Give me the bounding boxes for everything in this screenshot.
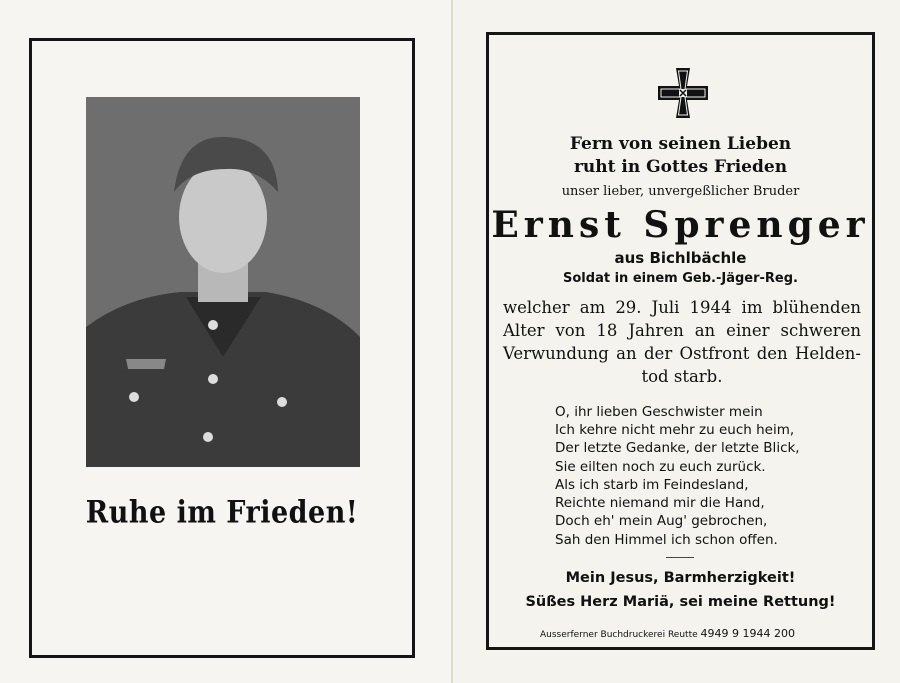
poem-line-1: O, ihr lieben Geschwister mein <box>555 404 763 420</box>
poem-line-7: Doch eh' mein Aug' gebrochen, <box>555 513 768 529</box>
body-line-4: tod starb. <box>641 367 723 386</box>
body-line-3: Verwundung an der Ostfront den Helden- <box>503 344 861 363</box>
iron-cross-icon <box>656 66 710 120</box>
prayer-line-2: Süßes Herz Mariä, sei meine Rettung! <box>525 594 836 610</box>
poem-line-6: Reichte niemand mir die Hand, <box>555 495 765 511</box>
deceased-name: Ernst Sprenger <box>491 204 870 246</box>
body-line-2: Alter von 18 Jahren an einer schweren <box>503 321 861 340</box>
intro-line-1: Fern von seinen Lieben <box>569 134 792 154</box>
poem-line-3: Der letzte Gedanke, der letzte Blick, <box>555 440 800 456</box>
prayer-line-1: Mein Jesus, Barmherzigkeit! <box>565 570 796 586</box>
poem-line-4: Sie eilten noch zu euch zurück. <box>555 459 766 475</box>
divider-rule <box>666 557 694 558</box>
print-code: 4949 9 1944 200 <box>700 627 795 640</box>
portrait-photo <box>86 97 360 467</box>
rest-in-peace-caption: Ruhe im Frieden! <box>85 494 359 531</box>
poem-line-5: Als ich starb im Feindesland, <box>555 477 749 493</box>
printer-imprint <box>540 627 840 640</box>
intro-line-3: unser lieber, unvergeßlicher Bruder <box>561 184 800 199</box>
rank-line: Soldat in einem Geb.-Jäger-Reg. <box>563 271 798 286</box>
body-line-1: welcher am 29. Juli 1944 im blühenden <box>503 298 861 317</box>
origin-line: aus Bichlbächle <box>614 249 747 267</box>
poem-line-2: Ich kehre nicht mehr zu euch heim, <box>555 422 795 438</box>
card-fold <box>451 0 453 683</box>
printer-name: Ausserferner Buchdruckerei Reutte <box>540 630 698 640</box>
intro-line-2: ruht in Gottes Frieden <box>573 157 788 177</box>
poem-line-8: Sah den Himmel ich schon offen. <box>555 532 778 548</box>
